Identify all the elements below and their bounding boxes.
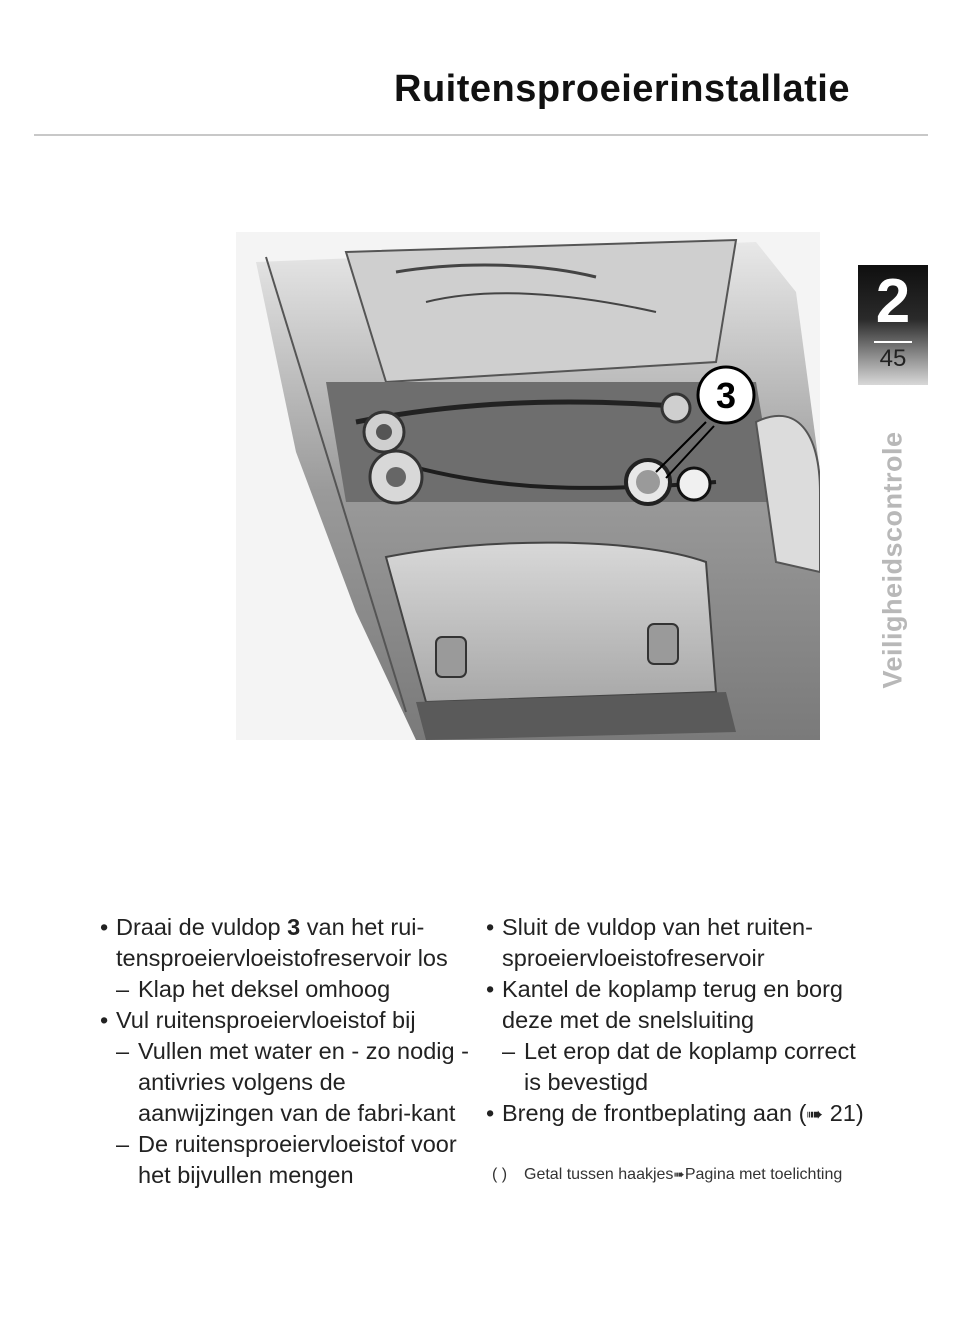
page-title: Ruitensproeierinstallatie bbox=[394, 68, 850, 110]
page-reference: 21 bbox=[829, 1100, 856, 1126]
bullet: • bbox=[486, 914, 495, 940]
sub-list-item: – Vullen met water en - zo nodig - antivries volgens de aanwijzingen van de fabri-kant bbox=[116, 1038, 469, 1126]
list-item: • Sluit de vuldop van het ruiten-sproeiervloeistofreservoir bbox=[486, 914, 813, 971]
section-side-label: Veiligheidscontrole bbox=[877, 431, 908, 689]
sub-list-item: – Let erop dat de koplamp correct is bevestigd bbox=[502, 1038, 856, 1095]
dash: – bbox=[116, 1131, 130, 1157]
note-parens: ( ) bbox=[492, 1166, 508, 1183]
bullet: • bbox=[100, 914, 109, 940]
title-rule bbox=[34, 134, 928, 136]
sub-list-item: – De ruitensproeiervloeistof voor het bijvullen mengen bbox=[116, 1131, 457, 1188]
bullet: • bbox=[486, 976, 495, 1002]
reference-note: ( ) Getal tussen haakjes➠Pagina met toelichting bbox=[486, 1159, 866, 1191]
list-item: • Vul ruitensproeiervloeistof bij bbox=[100, 1005, 470, 1036]
right-column bbox=[486, 912, 866, 1191]
callout-reference: 3 bbox=[287, 914, 301, 940]
dash: – bbox=[116, 976, 130, 1002]
page-ref-arrow-icon: ➠ bbox=[673, 1167, 685, 1182]
bullet: • bbox=[100, 1007, 109, 1033]
list-item: • Breng de frontbeplating aan (➠ 21) bbox=[486, 1098, 866, 1131]
dash: – bbox=[116, 1038, 130, 1064]
sub-list-item: – Klap het deksel omhoog bbox=[100, 974, 470, 1005]
figure-callout-label: 3 bbox=[715, 375, 737, 416]
chapter-tab bbox=[858, 265, 928, 385]
dash: – bbox=[502, 1038, 516, 1064]
chapter-number: 2 bbox=[875, 267, 911, 336]
chapter-rule bbox=[874, 341, 912, 343]
page-ref-arrow-icon: ➠ bbox=[806, 1104, 824, 1126]
bullet: • bbox=[486, 1100, 495, 1126]
left-column bbox=[100, 912, 470, 1191]
engine-bay-photo bbox=[236, 232, 820, 740]
list-item: • Draai de vuldop 3 van het rui-tensproeiervloeistofreservoir los bbox=[100, 914, 448, 971]
list-item: • Kantel de koplamp terug en borg deze met de snelsluiting bbox=[486, 976, 843, 1033]
page-number: 45 bbox=[879, 345, 907, 372]
